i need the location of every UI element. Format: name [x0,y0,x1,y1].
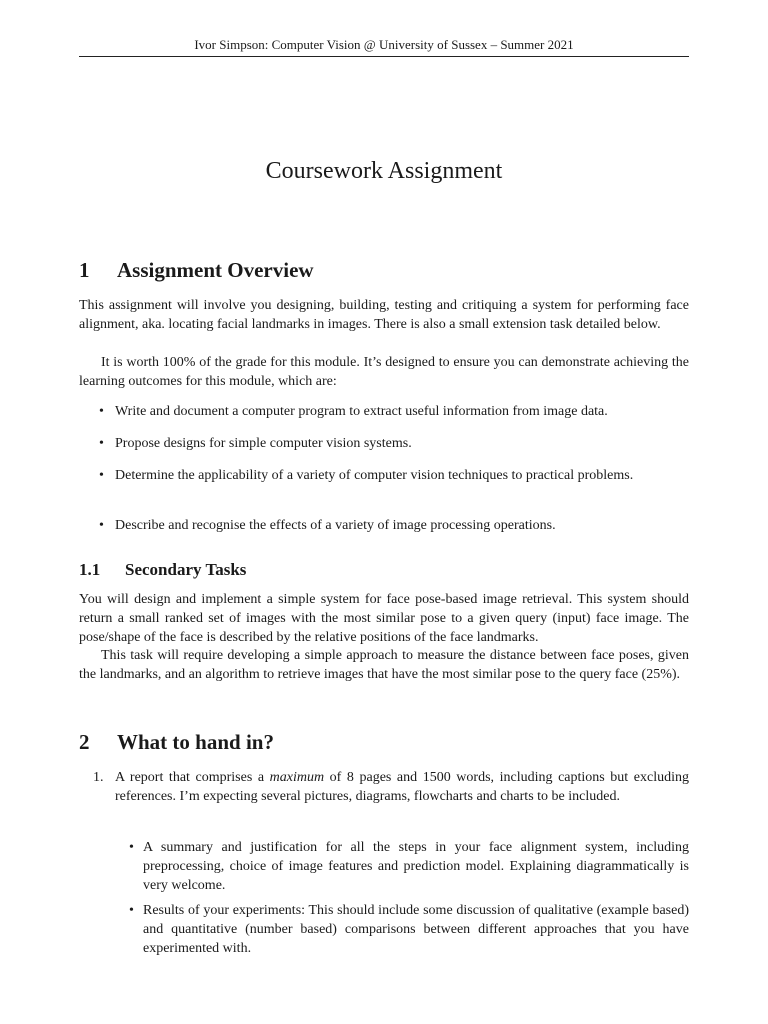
section-title: Assignment Overview [117,258,314,282]
running-head: Ivor Simpson: Computer Vision @ University of Sussex – Summer 2021 [194,37,574,52]
section-2-heading [79,729,689,755]
section-number: 2 [79,730,90,754]
bullet-icon: • [99,404,104,419]
paragraph: This assignment will involve you designing, building, testing and critiquing a system for performing face alignment, aka. locating facial landmarks in images. There is also a small extension task detailed below. [79,298,689,332]
bullet-icon: • [99,468,104,483]
section-number: 1.1 [79,560,101,579]
list-item: • Write and document a computer program to extract useful information from image data. [99,404,608,419]
page-title: Coursework Assignment [265,158,503,185]
list-item: • Determine the applicability of a variety of computer vision techniques to practical problems. [99,468,634,483]
emphasis: maximum [269,770,325,785]
header-rule [79,56,689,57]
bullet-icon: • [129,840,134,855]
item-number: 1. [93,770,104,785]
list-item: 1. A report that comprises a maximum of 8 pages and 1500 words, including captions but excluding references. I’m expecting several pictures, diagrams, flowcharts and charts to be included. [93,770,689,804]
list-item: • A summary and justification for all the steps in your face alignment system, including preprocessing, choice of image features and prediction model. Explaining diagrammatically is very welcome. [129,840,689,893]
paragraph: You will design and implement a simple system for face pose-based image retrieval. This system should return a small ranked set of images with the most similar pose to a given query (input) face image. The pose/shape of the face is described by the relative positions of the face landmarks. [79,592,689,645]
paragraph: It is worth 100% of the grade for this module. It’s designed to ensure you can demonstrate achieving the learning outcomes for this module, which are: [79,355,689,389]
bullet-icon: • [129,903,134,918]
bullet-icon: • [99,436,104,451]
paragraph: This task will require developing a simple approach to measure the distance between face poses, given the landmarks, and an algorithm to retrieve images that have the most similar pose to the query face (25%). [79,648,689,682]
section-title: What to hand in? [117,730,274,754]
section-number: 1 [79,258,90,282]
list-item: • Propose designs for simple computer vision systems. [99,436,412,451]
section-1-heading [79,257,689,283]
list-item: • Describe and recognise the effects of a variety of image processing operations. [99,518,556,533]
bullet-icon: • [99,518,104,533]
section-title: Secondary Tasks [125,560,247,579]
list-item: • Results of your experiments: This should include some discussion of qualitative (example based) and quantitative (number based) comparisons between different approaches that you have experimented with. [129,903,689,956]
section-1-1-heading [79,559,689,581]
